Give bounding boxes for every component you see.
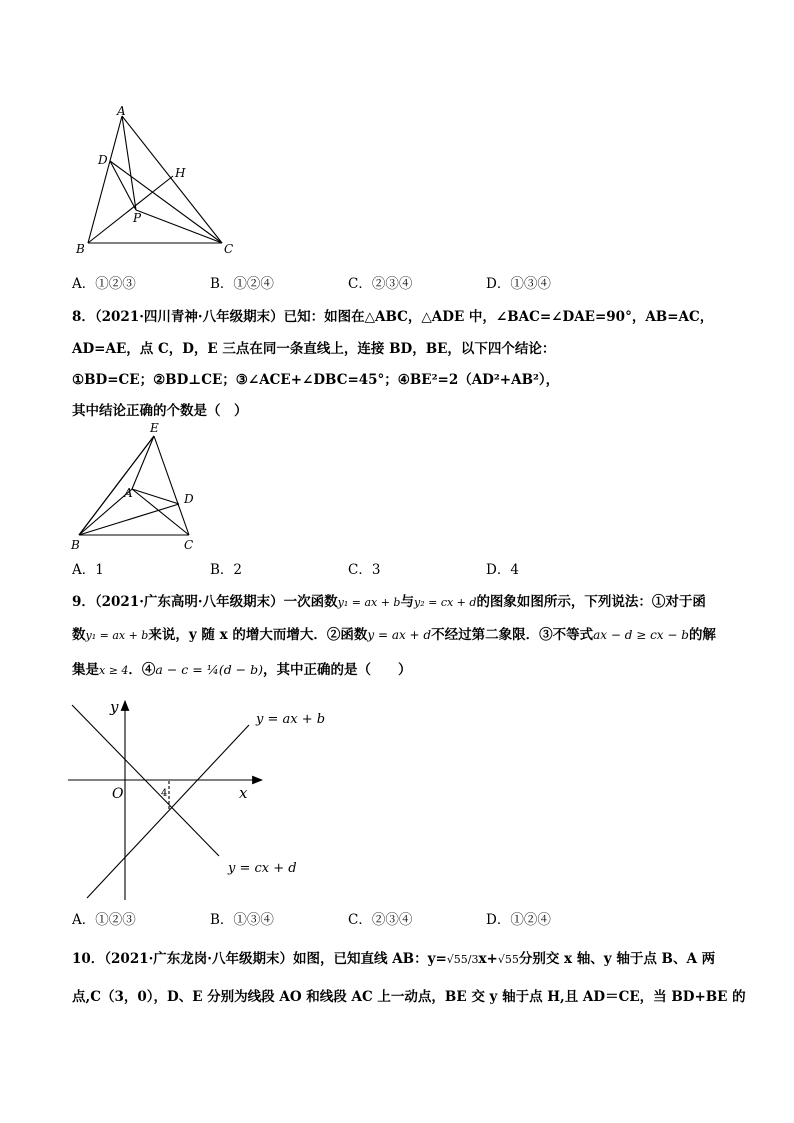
q9-options (72, 908, 772, 928)
label-x-axis: x (239, 784, 248, 802)
formula-y-ax-d: y = ax + d (367, 628, 432, 642)
q8-option-b[interactable]: B．2 (210, 562, 243, 578)
q7-options (72, 272, 772, 292)
q9-line-2: 数y₁ = ax + b来说，y 随 x 的增大而增大．②函数y = ax + d不经过第二象限．③不等式ax − d ≥ cx − b的解 (72, 627, 716, 643)
q8-option-a[interactable]: A．1 (72, 562, 104, 578)
label-A: A (117, 104, 126, 118)
label-B: B (76, 242, 85, 256)
figure-triangle-abc-dhp (70, 100, 250, 260)
q7-option-c[interactable]: C．②③④ (348, 276, 413, 292)
label-eq-ax-b: y = ax + b (256, 712, 326, 727)
q8-line-1: 8．（2021·四川青神·八年级期末）已知：如图在△ABC，△ADE 中，∠BAC=∠DAE=90°，AB=AC， (72, 309, 714, 325)
q9-line-3: 集是x ≥ 4．④a − c = ¼(d − b)，其中正确的是（ ） (72, 662, 412, 678)
formula-y1-ax-b: y₁ = ax + b (337, 596, 401, 609)
q9-option-b[interactable]: B．①③④ (210, 912, 274, 928)
figure-linear-functions (66, 695, 346, 905)
q7-option-b[interactable]: B．①②④ (210, 276, 274, 292)
q7-option-d[interactable]: D．①③④ (486, 276, 551, 292)
line-ax-b (87, 725, 249, 898)
q8-option-d[interactable]: D．4 (486, 562, 519, 578)
label-P: P (133, 211, 142, 225)
label-eq-cx-d: y = cx + d (228, 861, 297, 876)
figure-triangles-abc-ade (65, 418, 215, 558)
formula-a-minus-c: a − c = ¼(d − b) (155, 662, 264, 677)
q9-option-a[interactable]: A．①②③ (72, 912, 136, 928)
label-C: C (224, 242, 234, 256)
formula-y1-ax-b-2: y₁ = ax + b (85, 629, 149, 642)
q8-line-2: AD=AE，点 C，D，E 三点在同一条直线上，连接 BD，BE，以下四个结论： (72, 341, 556, 357)
label-E: E (150, 421, 159, 435)
label-H: H (175, 166, 186, 180)
q8-line-4: 其中结论正确的个数是（ ） (72, 403, 248, 419)
label-origin: O (112, 786, 124, 802)
formula-inequality: ax − d ≥ cx − b (593, 628, 689, 642)
q9-option-d[interactable]: D．①②④ (486, 912, 551, 928)
label-four: 4 (161, 788, 168, 799)
formula-frac-sqrt55-3: √55/3 (446, 953, 479, 966)
label-y-axis: y (110, 698, 119, 716)
q7-option-a[interactable]: A．①②③ (72, 276, 136, 292)
q9-line-1: 9．（2021·广东高明·八年级期末）一次函数y₁ = ax + b与y₂ = cx + d的图象如图所示，下列说法：①对于函 (72, 594, 706, 610)
q8-option-c[interactable]: C．3 (348, 562, 381, 578)
q9-option-c[interactable]: C．②③④ (348, 912, 413, 928)
label-D2: D (184, 492, 194, 506)
label-D: D (98, 153, 108, 167)
q10-line-2: 点,C（3，0），D、E 分别为线段 AO 和线段 AC 上一动点，BE 交 y 轴于点 H,且 AD＝CE，当 BD+BE 的 (72, 989, 746, 1005)
q10-line-1: 10．（2021·广东龙岗·八年级期末）如图，已知直线 AB：y=√55/3x+√55分别交 x 轴、y 轴于点 B、A 两 (72, 951, 716, 967)
label-A2: A (124, 486, 133, 500)
label-C2: C (184, 538, 194, 552)
formula-x-ge-4: x ≥ 4 (99, 664, 129, 677)
q8-options (72, 558, 772, 578)
q8-line-3: ①BD=CE；②BD⊥CE；③∠ACE+∠DBC=45°；④BE²=2（AD²+AB²）， (72, 372, 560, 388)
label-B2: B (71, 538, 80, 552)
formula-y2-cx-d: y₂ = cx + d (413, 596, 477, 609)
formula-sqrt55: √55 (497, 953, 519, 966)
